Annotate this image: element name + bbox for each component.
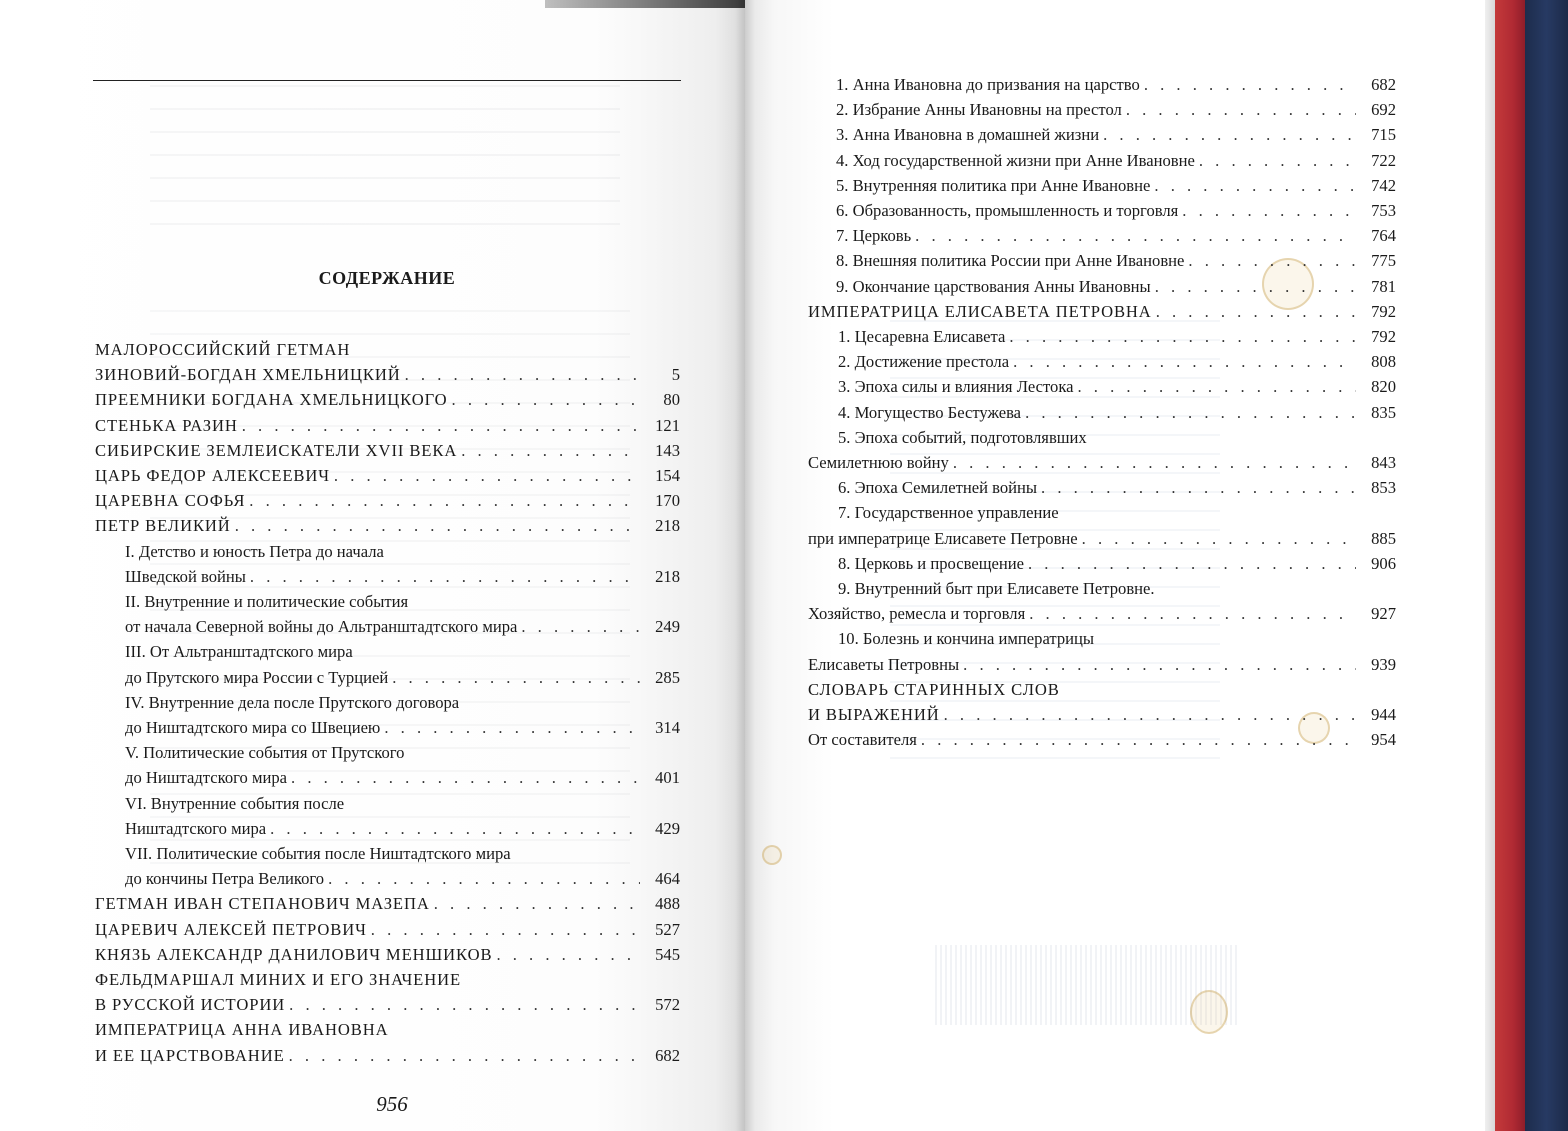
toc-entry-title-line: до кончины Петра Великого [125, 869, 325, 889]
toc-title: СОДЕРЖАНИЕ [318, 268, 456, 288]
toc-entry-row [95, 438, 680, 463]
toc-entry [95, 1017, 680, 1067]
toc-page-number: 775 [1371, 251, 1396, 271]
toc-left-list [95, 337, 680, 1068]
toc-entry [95, 791, 680, 841]
toc-entry-row [125, 765, 680, 790]
dot-leader [1144, 72, 1356, 97]
toc-entry-row [838, 551, 1396, 576]
toc-entry-row [836, 173, 1396, 198]
dot-leader [235, 513, 640, 538]
toc-entry [95, 413, 680, 438]
toc-page-number: 692 [1371, 100, 1396, 120]
toc-entry-title-line: 8. Внешняя политика России при Анне Ивановне [836, 251, 1185, 271]
toc-page-number: 314 [655, 718, 680, 738]
toc-entry-row [95, 387, 680, 412]
dot-leader [384, 715, 640, 740]
toc-entry-row [838, 324, 1396, 349]
toc-entry-row [838, 374, 1396, 399]
toc-page-number: 843 [1371, 453, 1396, 473]
toc-entry [95, 488, 680, 513]
toc-entry-title-line: ПРЕЕМНИКИ БОГДАНА ХМЕЛЬНИЦКОГО [95, 390, 448, 410]
toc-page-number: 154 [655, 466, 680, 486]
toc-entry [808, 374, 1396, 399]
toc-entry-row [836, 248, 1396, 273]
dot-leader [1188, 248, 1356, 273]
dot-leader [1041, 475, 1356, 500]
toc-entry-title-line: Семилетнюю войну [808, 453, 949, 473]
toc-entry-title-line: III. От Альтранштадтского мира [125, 642, 353, 662]
toc-page-number: 764 [1371, 226, 1396, 246]
toc-entry-row [836, 72, 1396, 97]
dot-leader [452, 387, 640, 412]
dot-leader [1029, 601, 1356, 626]
toc-entry [808, 551, 1396, 576]
book-cover-navy-edge [1525, 0, 1568, 1131]
toc-entry-title-line: от начала Северной войны до Альтранштадтского мира [125, 617, 518, 637]
toc-page-number: 722 [1371, 150, 1396, 170]
toc-entry-title-line: IV. Внутренние дела после Прутского договора [125, 692, 460, 712]
coffee-stain [1190, 990, 1228, 1034]
toc-entry [95, 337, 680, 387]
toc-entry-row [95, 942, 680, 967]
toc-entry [808, 173, 1396, 198]
toc-entry-row [125, 866, 680, 891]
header-rule [93, 80, 681, 81]
toc-entry-row [95, 1043, 680, 1068]
toc-page-number: 808 [1371, 352, 1396, 372]
toc-page-number: 885 [1371, 528, 1396, 548]
dot-leader [270, 816, 640, 841]
toc-page-number: 527 [655, 919, 680, 939]
dot-leader [921, 727, 1356, 752]
dot-leader [1025, 400, 1356, 425]
toc-entry-title-line: В РУССКОЙ ИСТОРИИ [95, 995, 286, 1015]
toc-page-number: 954 [1371, 730, 1396, 750]
toc-entry-row [808, 299, 1396, 324]
toc-entry-title-line: 7. Государственное управление [838, 503, 1059, 523]
dot-leader [392, 665, 640, 690]
toc-entry [808, 626, 1396, 676]
toc-entry-row [95, 488, 680, 513]
toc-page-number: 939 [1371, 654, 1396, 674]
toc-entry [808, 248, 1396, 273]
toc-page-number: 572 [655, 995, 680, 1015]
toc-entry-title-line: при императрице Елисавете Петровне [808, 528, 1078, 548]
toc-entry-title-line: 9. Окончание царствования Анны Ивановны [836, 276, 1151, 296]
dot-leader [1126, 97, 1356, 122]
toc-page-number: 285 [655, 667, 680, 687]
toc-page-number: 121 [655, 415, 680, 435]
toc-entry-title-line: СИБИРСКИЕ ЗЕМЛЕИСКАТЕЛИ XVII ВЕКА [95, 440, 458, 460]
toc-page-number: 488 [655, 894, 680, 914]
coffee-stain [762, 845, 782, 865]
toc-entry [95, 942, 680, 967]
toc-entry [808, 148, 1396, 173]
toc-entry-title-line: 8. Церковь и просвещение [838, 553, 1024, 573]
toc-entry-row [95, 463, 680, 488]
toc-entry [95, 387, 680, 412]
toc-entry [808, 198, 1396, 223]
toc-entry [808, 97, 1396, 122]
toc-entry [808, 299, 1396, 324]
dot-leader [249, 488, 640, 513]
dot-leader [1155, 274, 1356, 299]
dot-leader [944, 702, 1356, 727]
toc-entry [95, 639, 680, 689]
toc-entry-title-line: II. Внутренние и политические события [125, 592, 409, 612]
toc-entry-title-line: ГЕТМАН ИВАН СТЕПАНОВИЧ МАЗЕПА [95, 894, 430, 914]
toc-entry-title-line: 5. Эпоха событий, подготовлявших [838, 427, 1087, 447]
toc-page-number: 781 [1371, 276, 1396, 296]
toc-right-list [808, 72, 1396, 752]
toc-entry [808, 122, 1396, 147]
page-edge [1485, 0, 1495, 1131]
dot-leader [461, 438, 640, 463]
toc-entry-title-line: ИМПЕРАТРИЦА ЕЛИСАВЕТА ПЕТРОВНА [808, 301, 1152, 321]
toc-entry [95, 589, 680, 639]
toc-page-number: 742 [1371, 175, 1396, 195]
toc-page-number: 715 [1371, 125, 1396, 145]
dot-leader [1028, 551, 1356, 576]
toc-entry-title-line: СЛОВАРЬ СТАРИННЫХ СЛОВ [808, 679, 1060, 699]
toc-entry [95, 740, 680, 790]
toc-entry [808, 72, 1396, 97]
dot-leader [250, 564, 640, 589]
toc-page-number: 820 [1371, 377, 1396, 397]
top-shadow [545, 0, 745, 8]
toc-page-number: 682 [1371, 75, 1396, 94]
toc-page-number: 401 [655, 768, 680, 788]
toc-entry [95, 891, 680, 916]
toc-entry-row [838, 349, 1396, 374]
toc-entry-title-line: И ВЫРАЖЕНИЙ [808, 705, 940, 725]
toc-entry-row [125, 816, 680, 841]
toc-entry-row [95, 917, 680, 942]
toc-entry [808, 500, 1396, 550]
dot-leader [434, 891, 640, 916]
toc-entry-row [95, 413, 680, 438]
dot-leader [1199, 148, 1356, 173]
toc-page-number: 545 [655, 944, 680, 964]
dot-leader [496, 942, 640, 967]
toc-entry-title-line: 3. Анна Ивановна в домашней жизни [836, 125, 1100, 145]
toc-page-number: 835 [1371, 402, 1396, 422]
toc-entry [808, 274, 1396, 299]
toc-entry-title-line: ЦАРЬ ФЕДОР АЛЕКСЕЕВИЧ [95, 466, 330, 486]
toc-page-number: 80 [663, 390, 680, 410]
toc-entry-title-line: 6. Эпоха Семилетней войны [838, 478, 1038, 498]
dot-leader [1009, 324, 1356, 349]
dot-leader [289, 1043, 640, 1068]
dot-leader [328, 866, 640, 891]
toc-entry-row [836, 198, 1396, 223]
toc-entry-title-line: ЦАРЕВНА СОФЬЯ [95, 491, 246, 511]
toc-entry-title-line: 4. Могущество Бестужева [838, 402, 1022, 422]
dot-leader [915, 223, 1356, 248]
toc-entry-title-line: до Ништадтского мира [125, 768, 288, 788]
toc-entry-row [808, 702, 1396, 727]
toc-page-number: 218 [655, 516, 680, 536]
toc-entry-row [95, 513, 680, 538]
toc-entry-row [125, 665, 680, 690]
toc-entry [808, 475, 1396, 500]
toc-entry-title-line: 9. Внутренний быт при Елисавете Петровне. [838, 579, 1155, 599]
toc-entry-row [836, 274, 1396, 299]
toc-entry-title-line: до Ништадтского мира со Швециею [125, 718, 381, 738]
toc-entry [95, 690, 680, 740]
toc-entry-row [95, 891, 680, 916]
toc-entry-title-line: 2. Достижение престола [838, 352, 1010, 372]
toc-entry-title-line: ИМПЕРАТРИЦА АННА ИВАНОВНА [95, 1020, 389, 1040]
toc-entry-title-line: ПЕТР ВЕЛИКИЙ [95, 516, 231, 536]
dot-leader [953, 450, 1356, 475]
toc-entry-title-line: V. Политические события от Прутского [125, 743, 405, 763]
toc-entry-row [836, 122, 1396, 147]
book-spine [735, 0, 755, 1131]
toc-entry [808, 324, 1396, 349]
dot-leader [334, 463, 640, 488]
toc-entry-title-line: VII. Политические события после Ништадтского мира [125, 844, 511, 864]
toc-page-number: 5 [671, 365, 680, 385]
dot-leader [405, 362, 640, 387]
toc-entry-title-line: 1. Анна Ивановна до призвания на царство [836, 75, 1140, 94]
toc-entry-row [95, 992, 680, 1017]
toc-entry-title-line: Елисаветы Петровны [808, 654, 960, 674]
page-number: 956 [376, 1092, 408, 1116]
dot-leader [1156, 299, 1356, 324]
toc-entry [95, 841, 680, 891]
toc-entry [95, 438, 680, 463]
toc-entry-title-line: МАЛОРОССИЙСКИЙ ГЕТМАН [95, 340, 351, 359]
dot-leader [291, 765, 640, 790]
dot-leader [1182, 198, 1356, 223]
toc-entry [808, 677, 1396, 727]
toc-entry [95, 967, 680, 1017]
toc-entry-row [808, 727, 1396, 752]
toc-entry-title-line: СТЕНЬКА РАЗИН [95, 415, 238, 435]
toc-entry [808, 400, 1396, 425]
toc-entry [808, 349, 1396, 374]
toc-entry-title-line: От составителя [808, 730, 917, 750]
dot-leader [1013, 349, 1356, 374]
toc-page-number: 753 [1371, 201, 1396, 221]
dot-leader [1103, 122, 1356, 147]
toc-page-number: 792 [1371, 327, 1396, 347]
toc-page-number: 429 [655, 818, 680, 838]
toc-entry-title-line: И ЕЕ ЦАРСТВОВАНИЕ [95, 1045, 285, 1065]
toc-entry-title-line: КНЯЗЬ АЛЕКСАНДР ДАНИЛОВИЧ МЕНШИКОВ [95, 944, 493, 964]
toc-entry-title-line: VI. Внутренние события после [125, 793, 345, 813]
dot-leader [1154, 173, 1356, 198]
toc-page-number: 143 [655, 440, 680, 460]
toc-entry-row [95, 362, 680, 387]
toc-page-number: 944 [1371, 705, 1396, 725]
toc-entry-title-line: 7. Церковь [836, 226, 912, 246]
toc-page-number: 853 [1371, 478, 1396, 498]
toc-entry-row [836, 148, 1396, 173]
toc-entry-title-line: I. Детство и юность Петра до начала [125, 541, 384, 561]
toc-page-number: 170 [655, 491, 680, 511]
show-through-block-left [150, 85, 620, 235]
toc-entry-title-line: Шведской войны [125, 566, 246, 586]
toc-page-number: 249 [655, 617, 680, 637]
toc-entry-title-line: ЦАРЕВИЧ АЛЕКСЕЙ ПЕТРОВИЧ [95, 919, 367, 939]
toc-entry-title-line: ФЕЛЬДМАРШАЛ МИНИХ И ЕГО ЗНАЧЕНИЕ [95, 970, 462, 990]
toc-entry-title-line: 1. Цесаревна Елисавета [838, 327, 1006, 347]
toc-entry-title-line: до Прутского мира России с Турцией [125, 667, 389, 687]
dot-leader [521, 614, 640, 639]
toc-entry-row [808, 450, 1396, 475]
dot-leader [289, 992, 640, 1017]
toc-entry-row [125, 564, 680, 589]
toc-entry-title-line: 4. Ход государственной жизни при Анне Ивановне [836, 150, 1195, 170]
toc-entry-row [838, 475, 1396, 500]
dot-leader [371, 917, 640, 942]
toc-entry-title-line: 3. Эпоха силы и влияния Лестока [838, 377, 1074, 397]
toc-entry-title-line: Ништадтского мира [125, 818, 267, 838]
toc-entry [95, 539, 680, 589]
dot-leader [1078, 374, 1357, 399]
dot-leader [963, 652, 1356, 677]
toc-entry [95, 463, 680, 488]
toc-entry-row [836, 97, 1396, 122]
toc-page-number: 218 [655, 566, 680, 586]
toc-entry-row [808, 601, 1396, 626]
toc-entry [808, 576, 1396, 626]
toc-entry-title-line: 5. Внутренняя политика при Анне Ивановне [836, 175, 1151, 195]
toc-page-number: 792 [1371, 301, 1396, 321]
toc-entry [95, 917, 680, 942]
toc-entry-title-line: 10. Болезнь и кончина императрицы [838, 629, 1095, 649]
dot-leader [242, 413, 640, 438]
toc-page-number: 682 [655, 1045, 680, 1065]
toc-entry-title-line: 6. Образованность, промышленность и торговля [836, 201, 1179, 221]
toc-entry [808, 223, 1396, 248]
toc-entry-row [125, 614, 680, 639]
toc-entry [95, 513, 680, 538]
toc-page-number: 464 [655, 869, 680, 889]
toc-entry-title-line: ЗИНОВИЙ-БОГДАН ХМЕЛЬНИЦКИЙ [95, 365, 401, 385]
toc-entry-title-line: 2. Избрание Анны Ивановны на престол [836, 100, 1122, 120]
toc-entry [808, 727, 1396, 752]
toc-entry-title-line: Хозяйство, ремесла и торговля [808, 604, 1026, 624]
toc-entry-row [808, 652, 1396, 677]
toc-page-number: 927 [1371, 604, 1396, 624]
toc-page-number: 906 [1371, 553, 1396, 573]
toc-entry-row [808, 526, 1396, 551]
toc-entry [808, 425, 1396, 475]
book-cover-red-edge [1495, 0, 1525, 1131]
toc-entry-row [836, 223, 1396, 248]
toc-entry-row [125, 715, 680, 740]
dot-leader [1082, 526, 1356, 551]
toc-entry-row [838, 400, 1396, 425]
